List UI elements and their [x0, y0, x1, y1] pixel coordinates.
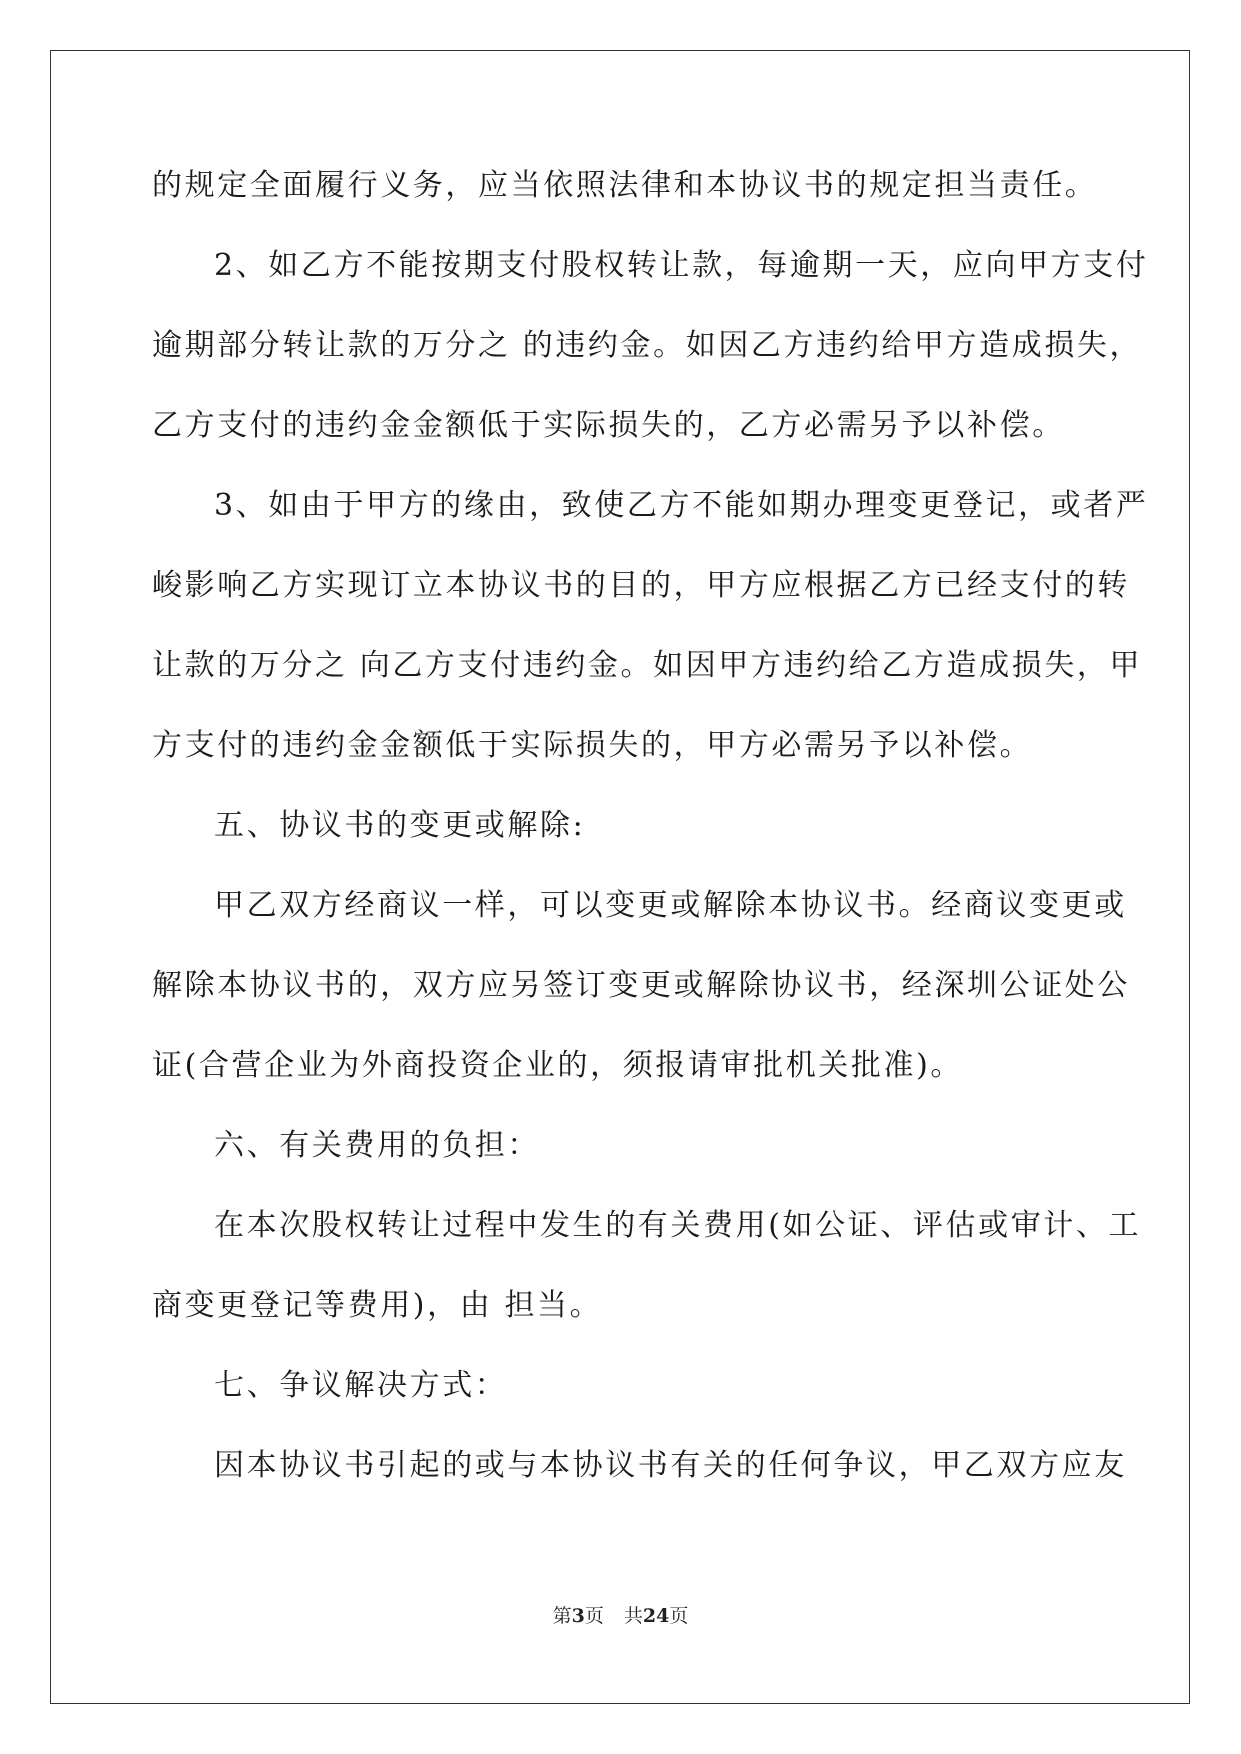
total-prefix: 共 — [623, 1605, 643, 1627]
text-line: 证(合营企业为外商投资企业的，须报请审批机关批准)。 — [152, 1048, 964, 1083]
text-line: 方支付的违约金金额低于实际损失的，甲方必需另予以补偿。 — [152, 728, 1033, 763]
text-line: 让款的万分之 向乙方支付违约金。如因甲方违约给乙方造成损失，甲 — [152, 648, 1143, 683]
text-line: 峻影响乙方实现订立本协议书的目的，甲方应根据乙方已经支付的转 — [152, 568, 1130, 603]
text-line: 的规定全面履行义务，应当依照法律和本协议书的规定担当责任。 — [152, 168, 1098, 203]
section-heading: 五、协议书的变更或解除: — [214, 808, 586, 843]
text-line: 乙方支付的违约金金额低于实际损失的，乙方必需另予以补偿。 — [152, 408, 1065, 443]
text-line: 商变更登记等费用)，由 担当。 — [152, 1288, 603, 1323]
total-suffix: 页 — [669, 1605, 689, 1627]
section-heading: 七、争议解决方式： — [214, 1368, 508, 1403]
document-body — [152, 162, 1149, 1522]
page-footer — [0, 1601, 1241, 1628]
text-line: 甲乙双方经商议一样，可以变更或解除本协议书。经商议变更或 — [214, 888, 1127, 923]
page-prefix: 第 — [552, 1605, 572, 1627]
total-pages: 24 — [642, 1605, 670, 1627]
text-line: 在本次股权转让过程中发生的有关费用(如公证、评估或审计、工 — [214, 1208, 1142, 1243]
text-line: 3、如由于甲方的缘由，致使乙方不能如期办理变更登记，或者严 — [214, 488, 1149, 523]
page-number: 3 — [571, 1605, 585, 1627]
text-line: 2、如乙方不能按期支付股权转让款，每逾期一天，应向甲方支付 — [214, 248, 1149, 283]
text-line: 解除本协议书的，双方应另签订变更或解除协议书，经深圳公证处公 — [152, 968, 1130, 1003]
section-heading: 六、有关费用的负担： — [214, 1128, 540, 1163]
text-line: 因本协议书引起的或与本协议书有关的任何争议，甲乙双方应友 — [214, 1448, 1127, 1483]
text-line: 逾期部分转让款的万分之 的违约金。如因乙方违约给甲方造成损失， — [152, 328, 1143, 363]
page-suffix: 页 — [584, 1605, 604, 1627]
